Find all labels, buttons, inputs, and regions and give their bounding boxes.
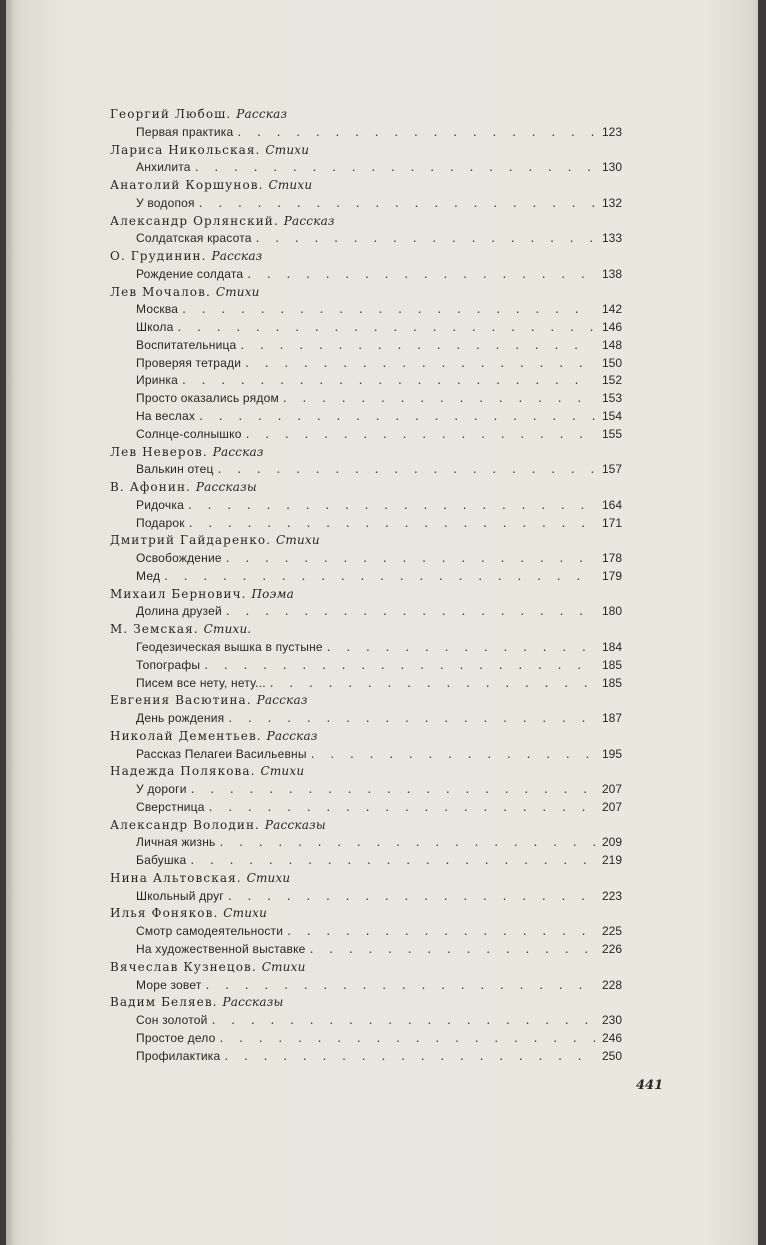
toc-entry (110, 355, 622, 373)
dot-leader (219, 834, 595, 852)
work-page-number: 133 (601, 231, 622, 246)
work-page-number: 153 (601, 391, 622, 406)
work-page-number: 246 (601, 1030, 622, 1045)
dot-leader (311, 746, 595, 764)
work-title: На художественной выставке (136, 941, 306, 956)
toc-author-line (110, 284, 622, 302)
work-page-number: 230 (601, 1013, 622, 1028)
work-title: Рождение солдата (136, 266, 244, 281)
dot-leader (226, 603, 595, 621)
genre-label: Рассказ (211, 249, 263, 264)
author-name: М. Земская. (110, 622, 199, 637)
toc-author-line (110, 213, 622, 231)
toc-entry (110, 1030, 622, 1048)
toc-entry (110, 710, 622, 728)
work-page-number: 207 (601, 799, 622, 814)
dot-leader (189, 515, 595, 533)
dot-leader (228, 710, 595, 728)
toc-entry (110, 781, 622, 799)
toc-entry (110, 497, 622, 515)
toc-entry (110, 568, 622, 586)
genre-label: Стихи (265, 142, 310, 157)
dot-leader (212, 1012, 595, 1030)
work-title: Сон золотой (136, 1013, 208, 1028)
work-page-number: 209 (601, 835, 622, 850)
dot-leader (177, 319, 595, 337)
author-name: Анатолий Коршунов. (110, 178, 264, 193)
genre-label: Рассказ (256, 693, 308, 708)
author-name: Лариса Никольская. (110, 142, 261, 157)
work-title: Валькин отец (136, 462, 214, 477)
dot-leader (226, 550, 595, 568)
work-title: Профилактика (136, 1048, 221, 1063)
author-name: О. Грудинин. (110, 249, 207, 264)
toc-entry (110, 941, 622, 959)
genre-label: Стихи (276, 533, 320, 548)
toc-entry (110, 515, 622, 533)
work-page-number: 184 (601, 639, 622, 654)
work-title: Бабушка (136, 853, 187, 868)
toc-author-line (110, 532, 622, 550)
table-of-contents (110, 106, 622, 1065)
dot-leader (327, 639, 595, 657)
toc-author-line (110, 106, 622, 124)
work-page-number: 157 (601, 462, 622, 477)
toc-entry (110, 746, 622, 764)
genre-label: Рассказ (266, 728, 318, 743)
toc-entry (110, 337, 622, 355)
author-name: Лев Мочалов. (110, 284, 211, 299)
toc-entry (110, 124, 622, 142)
work-page-number: 179 (601, 568, 622, 583)
genre-label: Стихи (261, 959, 306, 974)
work-title: Смотр самодеятельности (136, 924, 284, 939)
toc-entry (110, 1048, 622, 1066)
work-page-number: 155 (601, 426, 622, 441)
toc-author-line (110, 142, 622, 160)
work-page-number: 171 (601, 515, 622, 530)
work-page-number: 148 (601, 337, 622, 352)
dot-leader (240, 337, 595, 355)
genre-label: Рассказы (264, 817, 326, 832)
work-page-number: 150 (601, 355, 622, 370)
toc-entry (110, 408, 622, 426)
work-page-number: 132 (601, 195, 622, 210)
work-page-number: 185 (601, 657, 622, 672)
dot-leader (182, 301, 595, 319)
work-page-number: 180 (601, 604, 622, 619)
work-title: Долина друзей (136, 604, 222, 619)
work-page-number: 154 (601, 409, 622, 424)
toc-entry (110, 888, 622, 906)
dot-leader (283, 390, 595, 408)
toc-author-line (110, 444, 622, 462)
work-page-number: 123 (601, 124, 622, 139)
author-name: Илья Фоняков. (110, 906, 219, 921)
toc-entry (110, 319, 622, 337)
toc-entry (110, 230, 622, 248)
toc-entry (110, 195, 622, 213)
work-page-number: 185 (601, 675, 622, 690)
author-name: В. Афонин. (110, 480, 191, 495)
toc-author-line (110, 994, 622, 1012)
genre-label: Рассказ (283, 213, 335, 228)
work-page-number: 219 (601, 853, 622, 868)
toc-entry (110, 834, 622, 852)
toc-entry (110, 372, 622, 390)
author-name: Вадим Беляев. (110, 995, 218, 1010)
toc-entry (110, 603, 622, 621)
dot-leader (204, 657, 595, 675)
genre-label: Стихи. (203, 622, 252, 637)
toc-entry (110, 639, 622, 657)
author-name: Александр Володин. (110, 817, 260, 832)
work-page-number: 195 (601, 746, 622, 761)
dot-leader (220, 1030, 595, 1048)
work-page-number: 164 (601, 497, 622, 512)
work-title: Освобождение (136, 551, 222, 566)
dot-leader (246, 426, 595, 444)
work-title: Школа (136, 320, 174, 335)
dot-leader (247, 266, 595, 284)
dot-leader (199, 195, 595, 213)
work-title: У водопоя (136, 195, 195, 210)
work-page-number: 226 (601, 941, 622, 956)
toc-entry (110, 799, 622, 817)
toc-entry (110, 550, 622, 568)
work-title: Мед (136, 568, 161, 583)
toc-author-line (110, 763, 622, 781)
work-title: Простое дело (136, 1030, 216, 1045)
toc-entry (110, 266, 622, 284)
author-name: Александр Орлянский. (110, 213, 279, 228)
author-name: Вячеслав Кузнецов. (110, 959, 257, 974)
toc-entry (110, 675, 622, 693)
toc-entry (110, 426, 622, 444)
work-title: Личная жизнь (136, 835, 216, 850)
toc-entry (110, 159, 622, 177)
toc-entry (110, 977, 622, 995)
work-page-number: 207 (601, 782, 622, 797)
genre-label: Поэма (251, 586, 295, 601)
work-page-number: 225 (601, 924, 622, 939)
dot-leader (195, 159, 595, 177)
work-title: На веслах (136, 409, 196, 424)
work-page-number: 152 (601, 373, 622, 388)
author-name: Лев Неверов. (110, 444, 208, 459)
dot-leader (199, 408, 595, 426)
work-page-number: 142 (601, 302, 622, 317)
work-title: Писем все нету, нету... (136, 675, 266, 690)
work-title: Первая практика (136, 124, 234, 139)
toc-author-line (110, 905, 622, 923)
toc-author-line (110, 177, 622, 195)
work-title: Топографы (136, 657, 201, 672)
work-title: Воспитательница (136, 337, 237, 352)
genre-label: Рассказ (236, 107, 288, 121)
author-name: Михаил Бернович. (110, 586, 247, 601)
dot-leader (188, 497, 595, 515)
dot-leader (256, 230, 595, 248)
work-title: Проверяя тетради (136, 355, 242, 370)
work-title: Подарок (136, 515, 185, 530)
work-page-number: 223 (601, 888, 622, 903)
author-name: Нина Альтовская. (110, 870, 242, 885)
toc-author-line (110, 817, 622, 835)
work-page-number: 138 (601, 266, 622, 281)
toc-entry (110, 852, 622, 870)
work-title: Москва (136, 302, 179, 317)
book-page (6, 0, 758, 1245)
dot-leader (237, 124, 595, 142)
work-title: Анхилита (136, 160, 191, 175)
dot-leader (191, 781, 595, 799)
work-title: День рождения (136, 711, 225, 726)
work-title: Ридочка (136, 497, 184, 512)
work-title: Сверстница (136, 799, 205, 814)
work-title: Просто оказались рядом (136, 391, 279, 406)
work-title: У дороги (136, 782, 187, 797)
genre-label: Рассказы (195, 480, 257, 495)
toc-author-line (110, 248, 622, 266)
author-name: Надежда Полякова. (110, 764, 256, 779)
toc-author-line (110, 728, 622, 746)
genre-label: Стихи (246, 870, 291, 885)
dot-leader (270, 675, 595, 693)
work-title: Солдатская красота (136, 231, 252, 246)
dot-leader (245, 355, 595, 373)
work-title: Школьный друг (136, 888, 224, 903)
page-number: 441 (636, 1078, 664, 1093)
genre-label: Стихи (268, 178, 313, 193)
work-page-number: 250 (601, 1048, 622, 1063)
toc-entry (110, 923, 622, 941)
work-title: Геодезическая вышка в пустыне (136, 639, 323, 654)
dot-leader (209, 799, 595, 817)
dot-leader (190, 852, 595, 870)
toc-author-line (110, 479, 622, 497)
work-page-number: 228 (601, 977, 622, 992)
author-name: Евгения Васютина. (110, 693, 252, 708)
genre-label: Стихи (260, 764, 305, 779)
work-title: Море зовет (136, 977, 202, 992)
dot-leader (218, 461, 595, 479)
toc-entry (110, 301, 622, 319)
toc-author-line (110, 586, 622, 604)
toc-author-line (110, 959, 622, 977)
dot-leader (287, 923, 595, 941)
author-name: Георгий Любош. (110, 107, 232, 121)
dot-leader (310, 941, 595, 959)
genre-label: Рассказы (222, 995, 284, 1010)
work-page-number: 178 (601, 551, 622, 566)
work-page-number: 130 (601, 160, 622, 175)
work-title: Иринка (136, 373, 179, 388)
genre-label: Рассказ (212, 444, 264, 459)
dot-leader (206, 977, 595, 995)
toc-entry (110, 1012, 622, 1030)
work-title: Рассказ Пелагеи Васильевны (136, 746, 307, 761)
toc-author-line (110, 692, 622, 710)
toc-entry (110, 390, 622, 408)
toc-author-line (110, 621, 622, 639)
toc-author-line (110, 870, 622, 888)
toc-entry (110, 657, 622, 675)
work-title: Солнце-солнышко (136, 426, 242, 441)
dot-leader (228, 888, 595, 906)
genre-label: Стихи (223, 906, 268, 921)
genre-label: Стихи (215, 284, 260, 299)
work-page-number: 187 (601, 711, 622, 726)
dot-leader (224, 1048, 595, 1066)
dot-leader (164, 568, 595, 586)
work-page-number: 146 (601, 320, 622, 335)
dot-leader (182, 372, 595, 390)
toc-entry (110, 461, 622, 479)
author-name: Дмитрий Гайдаренко. (110, 533, 272, 548)
author-name: Николай Дементьев. (110, 728, 262, 743)
